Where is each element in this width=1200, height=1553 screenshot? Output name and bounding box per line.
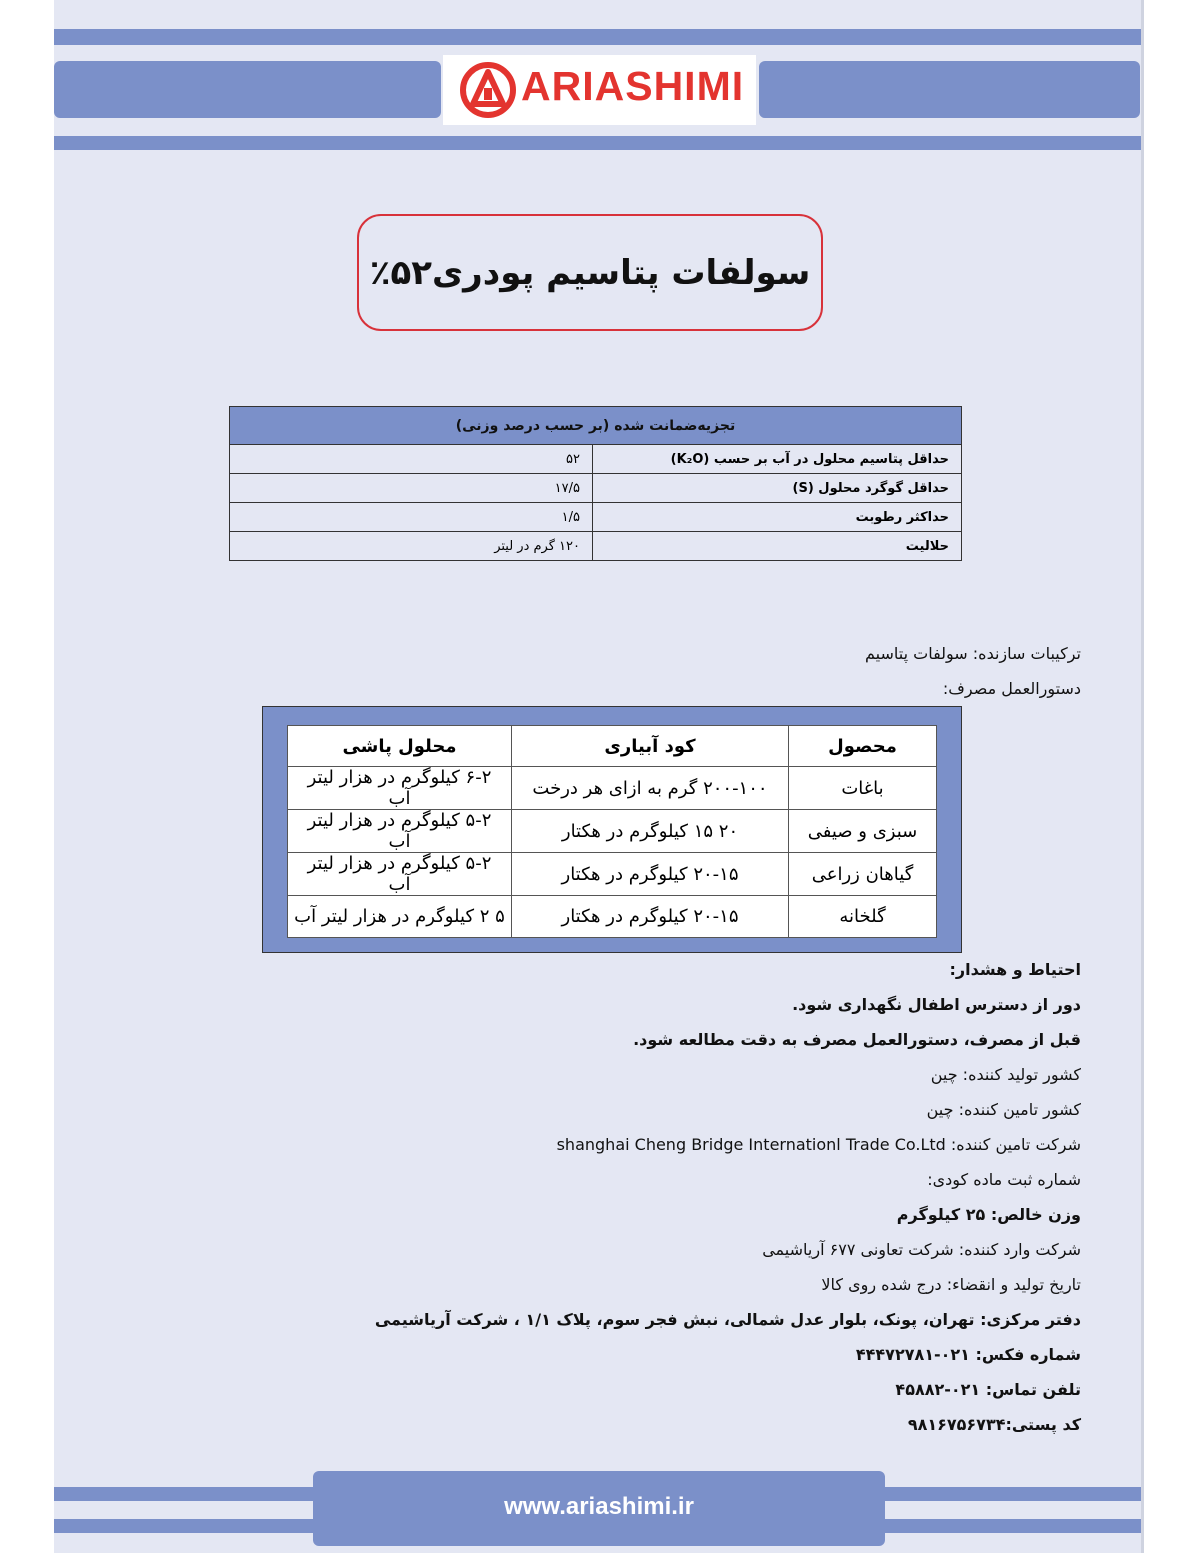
analysis-value: ۱۷/۵	[230, 474, 593, 503]
usage-irrigation: ۲۰-۱۵ کیلوگرم در هکتار	[512, 896, 789, 938]
info-line: شماره ثبت ماده کودی:	[927, 1170, 1081, 1189]
header-stripe-bottom	[54, 136, 1141, 150]
usage-spray: ۵-۲ کیلوگرم در هزار لیتر آب	[288, 810, 512, 853]
info-line: دفتر مرکزی: تهران، پونک، بلوار عدل شمالی، نبش فجر سوم، پلاک ۱/۱ ، شرکت آریاشیمی	[374, 1310, 1081, 1329]
info-line: شرکت تامین کننده: shanghai Cheng Bridge Internationl Trade Co.Ltd	[556, 1135, 1081, 1154]
analysis-value: ۱/۵	[230, 503, 593, 532]
analysis-value: ۱۲۰ گرم در لیتر	[230, 532, 593, 561]
components-line: ترکیبات سازنده: سولفات پتاسیم	[865, 644, 1081, 663]
info-line: کشور تامین کننده: چین	[926, 1100, 1081, 1119]
usage-spray: ۶-۲ کیلوگرم در هزار لیتر آب	[288, 767, 512, 810]
brand-name: ARIASHIMI	[521, 63, 745, 109]
usage-title: دستورالعمل مصرف:	[942, 679, 1081, 698]
usage-spray: ۵ ۲ کیلوگرم در هزار لیتر آب	[288, 896, 512, 938]
analysis-value: ۵۲	[230, 445, 593, 474]
page-title: سولفات پتاسیم پودری۵۲٪	[369, 252, 811, 293]
info-line: کشور تولید کننده: چین	[930, 1065, 1081, 1084]
usage-table-frame	[262, 706, 962, 953]
info-line: احتیاط و هشدار:	[949, 960, 1081, 979]
analysis-label: حلالیت	[593, 532, 962, 561]
usage-irrigation: ۲۰۰-۱۰۰ گرم به ازای هر درخت	[512, 767, 789, 810]
usage-crop: گیاهان زراعی	[789, 853, 937, 896]
usage-crop: سبزی و صیفی	[789, 810, 937, 853]
analysis-label: حداکثر رطوبت	[593, 503, 962, 532]
website-link[interactable]: www.ariashimi.ir	[504, 1493, 694, 1520]
info-line: تلفن تماس: ۰۲۱-۴۵۸۸۲	[895, 1380, 1081, 1399]
info-line: کد پستی:۹۸۱۶۷۵۶۷۳۴	[907, 1415, 1081, 1434]
usage-crop: باغات	[789, 767, 937, 810]
analysis-header: تجزیه‌ضمانت شده (بر حسب درصد وزنی)	[230, 407, 962, 445]
table-row	[288, 767, 937, 810]
info-line: قبل از مصرف، دستورالعمل مصرف به دقت مطالعه شود.	[633, 1030, 1081, 1049]
header-bar-left	[54, 61, 441, 118]
header-bar-right	[759, 61, 1140, 118]
usage-irrigation: ۲۰-۱۵ کیلوگرم در هکتار	[512, 853, 789, 896]
table-row	[288, 853, 937, 896]
table-row	[230, 503, 962, 532]
info-line: وزن خالص: ۲۵ کیلوگرم	[896, 1205, 1081, 1224]
analysis-label: حداقل گوگرد محلول (S)	[593, 474, 962, 503]
usage-header-spray: محلول پاشی	[288, 726, 512, 767]
info-line: شرکت وارد کننده: شرکت تعاونی ۶۷۷ آریاشیمی	[762, 1240, 1081, 1259]
analysis-table	[229, 406, 962, 561]
page-edge	[1141, 0, 1144, 1553]
title-box	[357, 214, 823, 331]
info-line: دور از دسترس اطفال نگهداری شود.	[792, 995, 1081, 1014]
usage-header-irrigation: کود آبیاری	[512, 726, 789, 767]
usage-header-crop: محصول	[789, 726, 937, 767]
usage-spray: ۵-۲ کیلوگرم در هزار لیتر آب	[288, 853, 512, 896]
info-line: تاریخ تولید و انقضاء: درج شده روی کالا	[821, 1275, 1081, 1294]
table-row	[230, 445, 962, 474]
table-row	[288, 896, 937, 938]
header-stripe-top	[54, 29, 1141, 45]
usage-irrigation: ۲۰ ۱۵ کیلوگرم در هکتار	[512, 810, 789, 853]
ariashimi-logo-icon	[458, 60, 518, 120]
analysis-label: حداقل پتاسیم محلول در آب بر حسب (K₂O)	[593, 445, 962, 474]
usage-crop: گلخانه	[789, 896, 937, 938]
info-line: شماره فکس: ۰۲۱-۴۴۴۷۲۷۸۱	[855, 1345, 1081, 1364]
table-row	[288, 810, 937, 853]
table-row	[230, 532, 962, 561]
usage-table	[287, 725, 937, 938]
table-row	[230, 474, 962, 503]
